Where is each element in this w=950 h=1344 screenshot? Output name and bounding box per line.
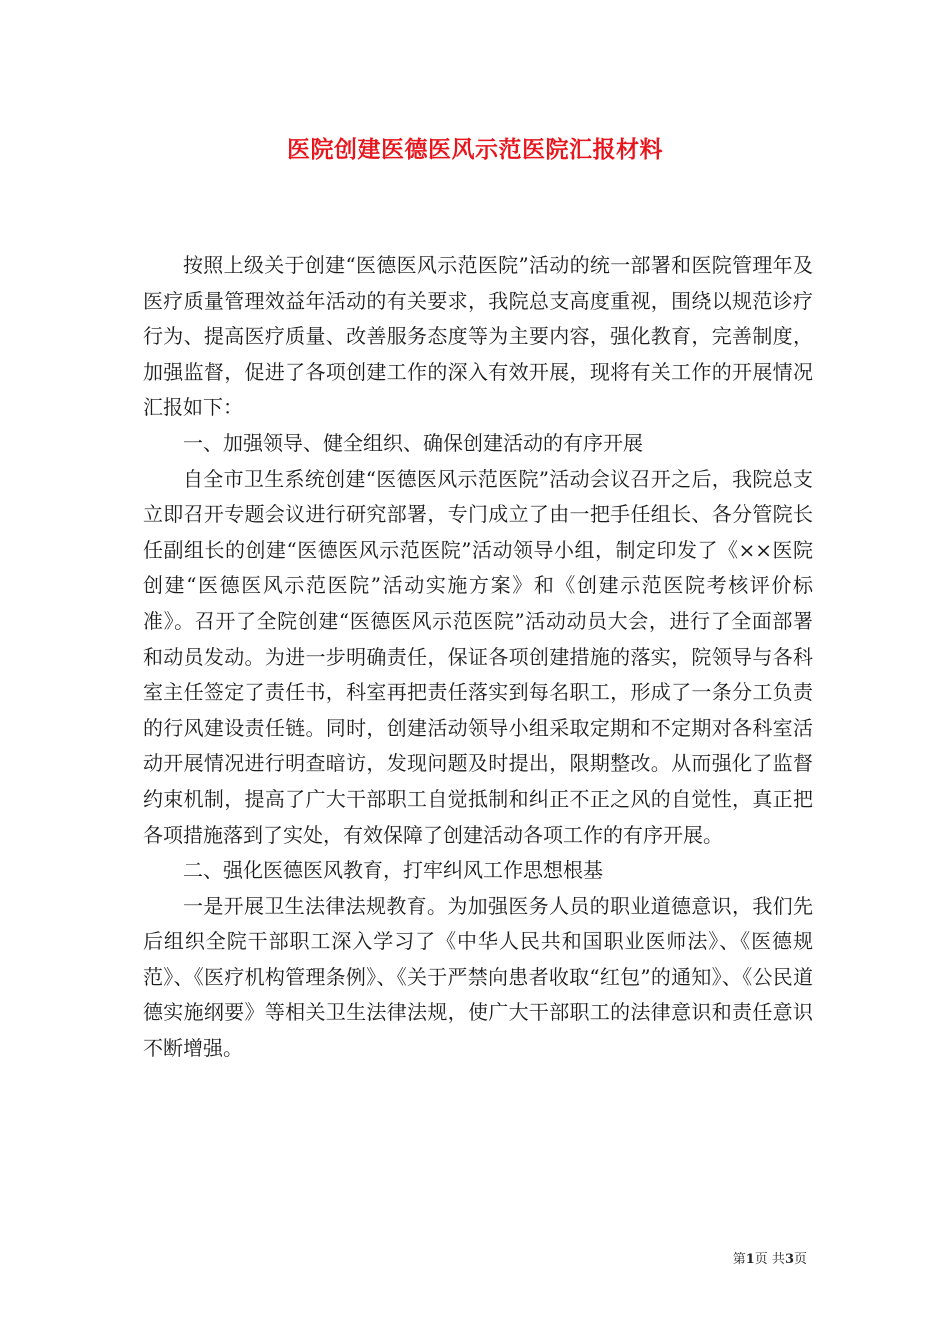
footer-prefix: 第 [732, 1252, 746, 1267]
total-pages-number: 3 [784, 1252, 794, 1267]
document-body [143, 248, 813, 1067]
section-heading-2: 二、强化医德医风教育，打牢纠风工作思想根基 [183, 858, 603, 883]
footer-suffix: 页 [793, 1252, 807, 1267]
document-title: 医院创建医德医风示范医院汇报材料 [287, 136, 663, 163]
section-2-paragraph: 一是开展卫生法律法规教育。为加强医务人员的职业道德意识，我们先后组织全院干部职工深入学习了《中华人民共和国职业医师法》、《医德规范》、《医疗机构管理条例》、《关于严禁向患者收取“红包”的通知》、《公民道德实施纲要》等相关卫生法律法规，使广大干部职工的法律意识和责任意识不断增强。 [143, 893, 813, 1061]
page-footer [733, 1248, 807, 1267]
section-heading-1: 一、加强领导、健全组织、确保创建活动的有序开展 [183, 430, 643, 455]
intro-paragraph: 按照上级关于创建“医德医风示范医院”活动的统一部署和医院管理年及医疗质量管理效益年活动的有关要求，我院总支高度重视，围绕以规范诊疗行为、提高医疗质量、改善服务态度等为主要内容，强化教育，完善制度，加强监督，促进了各项创建工作的深入有效开展，现将有关工作的开展情况汇报如下： [143, 253, 813, 420]
current-page-number: 1 [745, 1252, 755, 1267]
footer-middle: 页 共 [754, 1252, 785, 1267]
section-1-paragraph: 自全市卫生系统创建“医德医风示范医院”活动会议召开之后，我院总支立即召开专题会议进行研究部署，专门成立了由一把手任组长、各分管院长任副组长的创建“医德医风示范医院”活动领导小组，制定印发了《××医院创建“医德医风示范医院”活动实施方案》和《创建示范医院考核评价标准》。召开了全院创建“医德医风示范医院”活动动员大会，进行了全面部署和动员发动。为进一步明确责任，保证各项创建措施的落实，院领导与各科室主任签定了责任书，科室再把责任落实到每名职工，形成了一条分工负责的行风建设责任链。同时，创建活动领导小组采取定期和不定期对各科室活动开展情况进行明查暗访，发现问题及时提出，限期整改。从而强化了监督约束机制，提高了广大干部职工自觉抵制和纠正不正之风的自觉性，真正把各项措施落到了实处，有效保障了创建活动各项工作的有序开展。 [143, 466, 813, 847]
